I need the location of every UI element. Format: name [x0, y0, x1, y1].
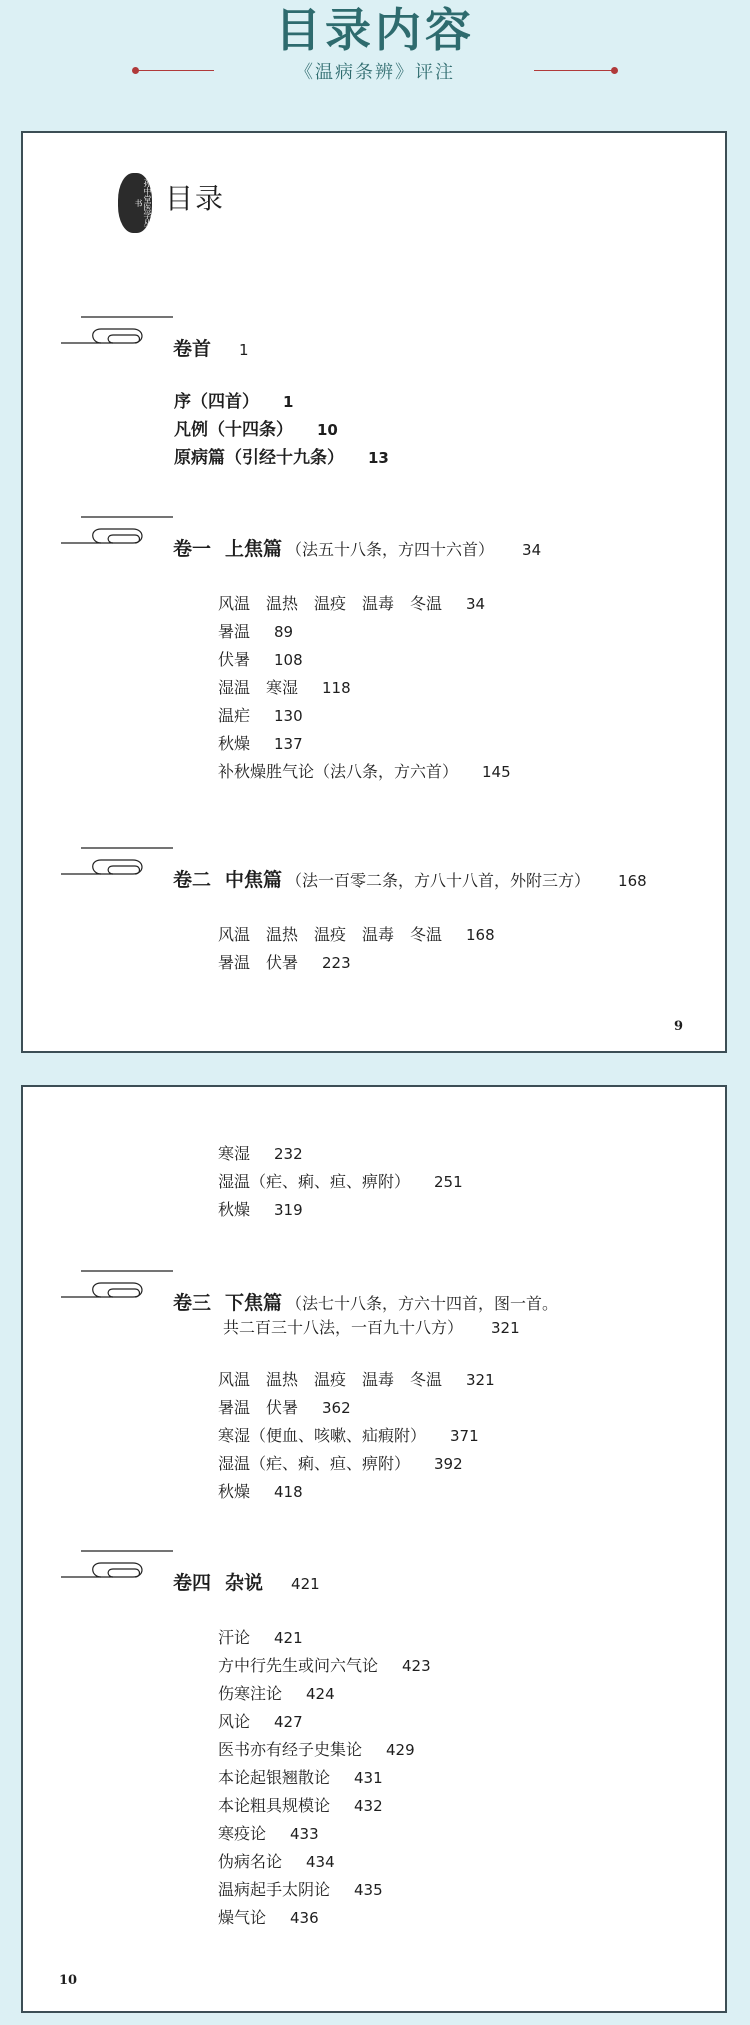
entry-page: 362: [322, 1399, 351, 1417]
entry-text: 湿温（疟、痢、疸、痹附）: [218, 1454, 411, 1473]
toc-entry: [218, 649, 303, 671]
toc-entry: [218, 733, 303, 755]
toc-entry: [174, 391, 293, 413]
entry-page: 423: [402, 1657, 431, 1675]
scroll-icon: [61, 513, 173, 553]
entry-page: 424: [306, 1685, 335, 1703]
page-header: [0, 0, 750, 130]
toc-entry: [218, 1711, 303, 1733]
entry-text: 温病起手太阴论: [218, 1880, 331, 1899]
seal-stamp: [118, 173, 152, 233]
entry-page: 431: [354, 1769, 383, 1787]
seal-text: 孙中堂医学丛书: [134, 179, 152, 227]
entry-text: 秋燥: [218, 1200, 251, 1219]
toc-entry: [218, 1767, 383, 1789]
toc-entry: [218, 1823, 319, 1845]
toc-entry: [218, 952, 351, 974]
book-page-9: [21, 131, 727, 1053]
scroll-icon: [61, 313, 173, 353]
entry-page: 34: [466, 595, 486, 613]
volume-heading-4: [173, 1570, 320, 1597]
volume-note: （法七十八条，方六十四首，图一首。: [286, 1294, 559, 1313]
volume-page: 421: [291, 1575, 320, 1593]
toc-entry: [218, 1453, 463, 1475]
volume-heading-0: [173, 336, 249, 363]
toc-entry: [218, 1627, 303, 1649]
toc-entry: [218, 1739, 415, 1761]
toc-entry: [218, 761, 511, 783]
toc-entry: [218, 593, 485, 615]
entry-text: 补秋燥胜气论（法八条，方六首）: [218, 762, 459, 781]
toc-entry: [218, 1425, 479, 1447]
entry-page: 392: [434, 1455, 463, 1473]
entry-page: 168: [466, 926, 495, 944]
toc-entry: [218, 1199, 303, 1221]
entry-text: 风温 温热 温疫 温毒 冬温: [218, 594, 443, 613]
volume-note: （法一百零二条，方八十八首，外附三方）: [286, 871, 591, 890]
volume-label: 卷首: [173, 338, 212, 360]
entry-text: 凡例（十四条）: [174, 420, 293, 440]
entry-page: 371: [450, 1427, 479, 1445]
toc-entry: [174, 419, 338, 441]
toc-entry: [218, 621, 293, 643]
volume-name: 下焦篇: [225, 1292, 283, 1314]
entry-text: 医书亦有经子史集论: [218, 1740, 363, 1759]
toc-entry: [174, 447, 389, 469]
volume-page: 321: [491, 1319, 520, 1337]
entry-page: 418: [274, 1483, 303, 1501]
volume-page: 34: [522, 541, 542, 559]
entry-text: 风温 温热 温疫 温毒 冬温: [218, 925, 443, 944]
entry-text: 风温 温热 温疫 温毒 冬温: [218, 1370, 443, 1389]
entry-text: 序（四首）: [174, 392, 259, 412]
scroll-icon: [61, 1547, 173, 1587]
entry-text: 暑温: [218, 622, 251, 641]
entry-text: 暑温 伏暑: [218, 953, 299, 972]
toc-title: 目录: [165, 182, 226, 215]
volume-label: 卷一: [173, 538, 212, 560]
entry-text: 原病篇（引经十九条）: [174, 448, 344, 468]
volume-name: 中焦篇: [225, 869, 283, 891]
entry-page: 251: [434, 1173, 463, 1191]
entry-page: 435: [354, 1881, 383, 1899]
toc-entry: [218, 1879, 383, 1901]
volume-heading-3: [173, 1290, 558, 1317]
entry-text: 温疟: [218, 706, 251, 725]
entry-page: 319: [274, 1201, 303, 1219]
toc-entry: [218, 1397, 351, 1419]
entry-text: 方中行先生或问六气论: [218, 1656, 379, 1675]
toc-entry: [218, 1481, 303, 1503]
entry-page: 429: [386, 1741, 415, 1759]
volume-note-continued: [223, 1317, 520, 1339]
entry-page: 118: [322, 679, 351, 697]
book-page-10: [21, 1085, 727, 2013]
entry-page: 89: [274, 623, 294, 641]
entry-page: 434: [306, 1853, 335, 1871]
entry-text: 暑温 伏暑: [218, 1398, 299, 1417]
entry-page: 13: [368, 449, 389, 467]
entry-text: 寒湿（便血、咳嗽、疝瘕附）: [218, 1426, 427, 1445]
entry-page: 223: [322, 954, 351, 972]
entry-text: 秋燥: [218, 1482, 251, 1501]
entry-text: 秋燥: [218, 734, 251, 753]
scroll-icon: [61, 1267, 173, 1307]
toc-entry: [218, 1143, 303, 1165]
page-number: 10: [59, 1973, 78, 1988]
toc-entry: [218, 705, 303, 727]
entry-text: 伤寒注论: [218, 1684, 283, 1703]
toc-entry: [218, 1369, 495, 1391]
volume-name: 杂说: [225, 1572, 264, 1594]
entry-text: 寒疫论: [218, 1824, 267, 1843]
entry-text: 伪病名论: [218, 1852, 283, 1871]
entry-page: 145: [482, 763, 511, 781]
subtitle: 《温病条辨》评注: [295, 62, 455, 83]
entry-text: 汗论: [218, 1628, 251, 1647]
right-decoration-dot: [611, 67, 618, 74]
volume-note: 共二百三十八法，一百九十八方）: [223, 1318, 464, 1337]
volume-name: 上焦篇: [225, 538, 283, 560]
entry-text: 湿温 寒湿: [218, 678, 299, 697]
toc-entry: [218, 1655, 431, 1677]
entry-page: 427: [274, 1713, 303, 1731]
volume-page: 168: [618, 872, 647, 890]
entry-page: 10: [317, 421, 338, 439]
page-number: 9: [674, 1019, 684, 1034]
toc-entry: [218, 1851, 335, 1873]
toc-entry: [218, 1795, 383, 1817]
entry-text: 本论起银翘散论: [218, 1768, 331, 1787]
entry-page: 432: [354, 1797, 383, 1815]
entry-page: 232: [274, 1145, 303, 1163]
entry-page: 1: [283, 393, 294, 411]
volume-label: 卷三: [173, 1292, 212, 1314]
entry-text: 燥气论: [218, 1908, 267, 1927]
main-title: 目录内容: [275, 3, 475, 57]
volume-label: 卷四: [173, 1572, 212, 1594]
entry-text: 风论: [218, 1712, 251, 1731]
entry-page: 108: [274, 651, 303, 669]
toc-entry: [218, 924, 495, 946]
toc-entry: [218, 1171, 463, 1193]
entry-text: 本论粗具规模论: [218, 1796, 331, 1815]
volume-note: （法五十八条，方四十六首）: [286, 540, 495, 559]
right-decoration-line: [534, 70, 614, 71]
entry-page: 421: [274, 1629, 303, 1647]
volume-label: 卷二: [173, 869, 212, 891]
toc-entry: [218, 677, 351, 699]
entry-page: 137: [274, 735, 303, 753]
entry-page: 433: [290, 1825, 319, 1843]
entry-page: 436: [290, 1909, 319, 1927]
scroll-icon: [61, 844, 173, 884]
toc-entry: [218, 1683, 335, 1705]
toc-entry: [218, 1907, 319, 1929]
entry-text: 湿温（疟、痢、疸、痹附）: [218, 1172, 411, 1191]
volume-heading-2: [173, 867, 647, 894]
entry-page: 321: [466, 1371, 495, 1389]
volume-page: 1: [239, 341, 249, 359]
entry-text: 伏暑: [218, 650, 251, 669]
volume-heading-1: [173, 536, 541, 563]
entry-page: 130: [274, 707, 303, 725]
entry-text: 寒湿: [218, 1144, 251, 1163]
